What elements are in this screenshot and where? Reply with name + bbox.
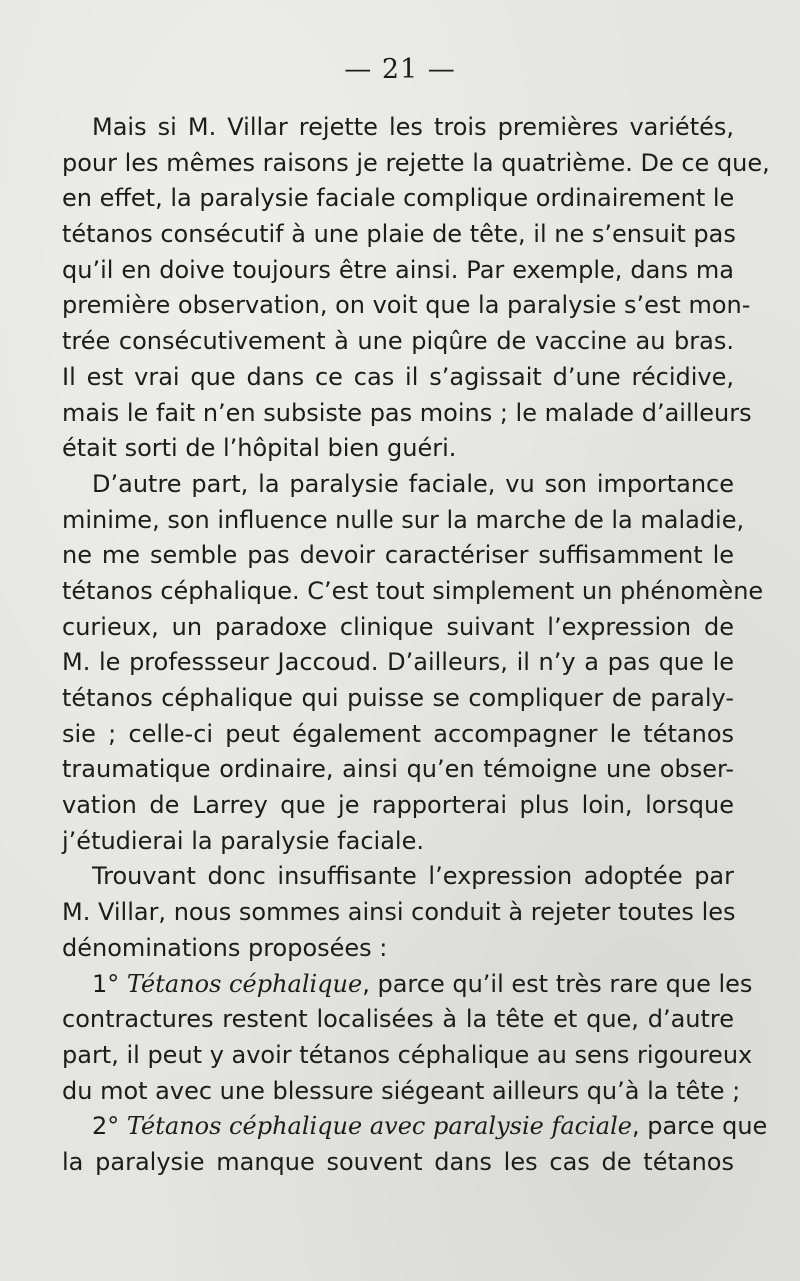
text-line [62,1002,734,1038]
text-segment: en effet, la paralysie faciale complique ordinairement le [62,184,735,213]
text-line [62,467,734,503]
text-segment: 2° [92,1112,127,1141]
text-line [62,645,734,681]
text-line [62,610,734,646]
text-line [62,360,734,396]
text-line [62,717,734,753]
text-segment: sie ; celle-ci peut également accompagner le tétanos [62,719,734,748]
text-segment: tétanos céphalique qui puisse se compliquer de paraly- [62,684,734,712]
text-line [62,895,734,931]
text-segment: , parce qu’il est très rare que les [362,969,753,998]
text-segment: la paralysie manque souvent dans les cas de tétanos [62,1147,734,1176]
text-line [62,324,734,360]
text-line [62,503,745,539]
italic-term: Tétanos céphalique [126,969,363,998]
text-segment: j’étudierai la paralysie faciale. [62,826,424,855]
text-segment: traumatique ordinaire, ainsi qu’en témoigne une obser- [62,755,734,784]
text-segment: M. Villar, nous sommes ainsi conduit à rejeter toutes les [62,898,736,927]
text-segment: vation de Larrey que je rapporterai plus loin, lorsque [62,791,734,820]
text-line [62,967,753,1003]
text-segment: Mais si M. Villar rejette les trois premières variétés, [92,113,734,141]
text-line [62,1145,734,1181]
text-segment: tétanos consécutif à une plaie de tête, il ne s’ensuit pas [62,220,736,249]
text-segment: du mot avec une blessure siégeant ailleurs qu’à la tête ; [62,1076,741,1105]
text-line [62,681,734,717]
text-segment: qu’il en doive toujours être ainsi. Par exemple, dans ma [62,255,734,284]
body-text [62,110,770,1181]
text-line [62,1038,753,1074]
text-segment: 1° [92,969,127,998]
text-segment: minime, son influence nulle sur la marche de la maladie, [62,505,745,534]
text-segment: part, il peut y avoir tétanos céphalique au sens rigoureux [62,1040,753,1069]
text-segment: curieux, un paradoxe clinique suivant l’expression de [62,612,734,641]
text-line [62,1074,741,1110]
page-number: — 21 — [344,54,456,85]
text-segment: première observation, on voit que la paralysie s’est mon- [62,291,751,320]
text-line [62,824,734,860]
text-line [62,253,734,289]
text-segment: ne me semble pas devoir caractériser suffisamment le [62,541,734,570]
text-segment: trée consécutivement à une piqûre de vaccine au bras. [62,327,734,356]
text-line [62,181,734,217]
text-segment: pour les mêmes raisons je rejette la quatrième. De ce que, [62,148,770,177]
text-line [62,146,770,182]
text-segment: contractures restent localisées à la tête et que, d’autre [62,1005,734,1034]
text-segment: était sorti de l’hôpital bien guéri. [62,434,457,463]
text-line [62,396,752,432]
text-line [62,538,734,574]
text-segment: M. le professseur Jaccoud. D’ailleurs, il n’y a pas que le [62,648,734,677]
text-line [62,431,734,467]
text-line [62,110,734,146]
text-line [62,859,734,895]
text-segment: D’autre part, la paralysie faciale, vu son importance [92,469,734,498]
text-segment: dénominations proposées : [62,933,388,962]
text-line [62,752,734,788]
italic-term: Tétanos céphalique avec paralysie faciale [126,1112,632,1141]
text-segment: mais le fait n’en subsiste pas moins ; le malade d’ailleurs [62,398,752,427]
text-segment: Il est vrai que dans ce cas il s’agissait d’une récidive, [62,362,734,391]
text-line [62,217,734,253]
text-segment: tétanos céphalique. C’est tout simplement un phénomène [62,576,764,605]
text-segment: , parce que [631,1112,768,1141]
text-segment: Trouvant donc insuffisante l’expression adoptée par [92,862,734,891]
text-line [62,1109,768,1145]
text-line [62,931,734,967]
text-line [62,288,751,324]
text-line [62,574,764,610]
text-line [62,788,734,824]
